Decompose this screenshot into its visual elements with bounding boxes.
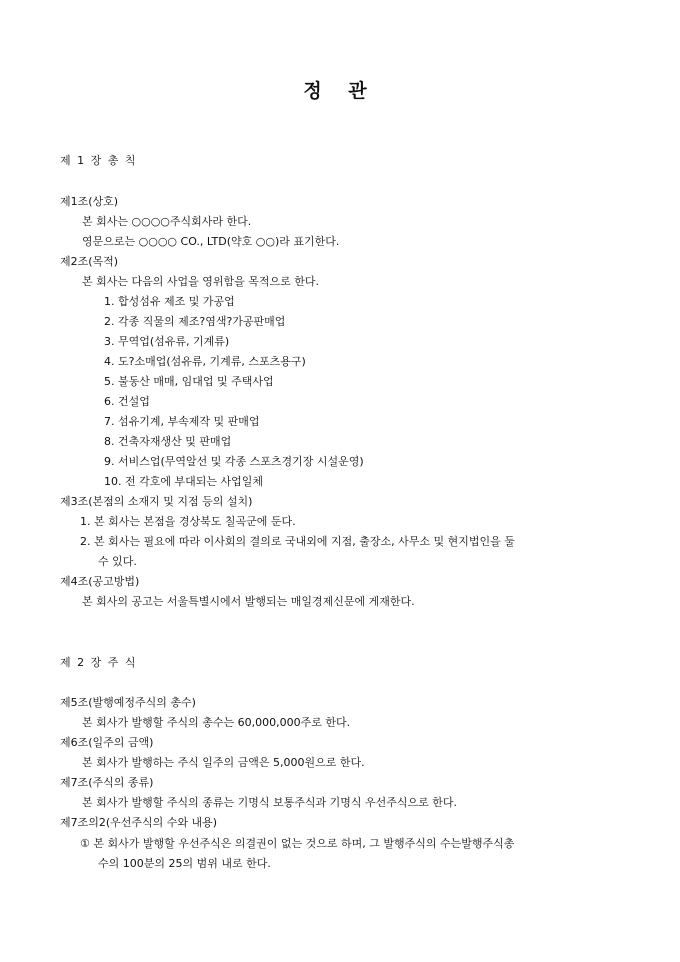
article-2-item-10: 10. 전 각호에 부대되는 사업일체: [104, 475, 263, 488]
article-2-item-2: 2. 각종 직물의 제조?염색?가공판매업: [104, 315, 286, 328]
article-4-heading: 제4조(공고방법): [60, 575, 140, 588]
article-7-2-heading: 제7조의2(우선주식의 수와 내용): [60, 816, 218, 829]
article-7-line-1: 본 회사가 발행할 주식의 종류는 기명식 보통주식과 기명식 우선주식으로 한다.: [82, 796, 457, 809]
article-3-item-2-continued: 수 있다.: [98, 555, 137, 568]
article-3-item-1: 1. 본 회사는 본점을 경상북도 칠곡군에 둔다.: [80, 515, 296, 528]
article-2-heading: 제2조(목적): [60, 255, 119, 268]
article-1-line-1: 본 회사는 ○○○○주식회사라 한다.: [82, 215, 252, 228]
article-2-item-4: 4. 도?소매업(섬유류, 기계류, 스포츠용구): [104, 355, 306, 368]
article-7-2-item-1-continued: 수의 100분의 25의 범위 내로 한다.: [98, 857, 271, 870]
article-2-item-8: 8. 건축자재생산 및 판매업: [104, 435, 232, 448]
article-7-2-item-1: ① 본 회사가 발행할 우선주식은 의결권이 없는 것으로 하며, 그 발행주식의 수는발행주식총: [80, 837, 515, 850]
article-1-heading: 제1조(상호): [60, 195, 119, 208]
document-title: 정 관: [303, 80, 377, 102]
article-2-item-9: 9. 서비스업(무역알선 및 각종 스포츠경기장 시설운영): [104, 455, 364, 468]
chapter-1-heading: 제 1 장 총 칙: [60, 154, 136, 167]
article-5-line-1: 본 회사가 발행할 주식의 총수는 60,000,000주로 한다.: [82, 716, 351, 729]
article-2-item-5: 5. 불동산 매매, 임대업 및 주택사업: [104, 375, 274, 388]
article-3-heading: 제3조(본점의 소재지 및 지점 등의 설치): [60, 495, 253, 508]
article-4-line-1: 본 회사의 공고는 서울특별시에서 발행되는 매일경제신문에 게재한다.: [82, 595, 415, 608]
article-3-item-2: 2. 본 회사는 필요에 따라 이사회의 결의로 국내외에 지점, 출장소, 사무소 및 현지법인을 둘: [80, 535, 515, 548]
article-7-heading: 제7조(주식의 종류): [60, 776, 154, 789]
article-2-item-6: 6. 건설업: [104, 395, 150, 408]
article-2-item-3: 3. 무역업(섬유류, 기계류): [104, 335, 230, 348]
article-1-line-2: 영문으로는 ○○○○ CO., LTD(약호 ○○)라 표기한다.: [82, 235, 340, 248]
article-5-heading: 제5조(발행예정주식의 총수): [60, 696, 196, 709]
article-6-heading: 제6조(일주의 금액): [60, 736, 154, 749]
chapter-2-heading: 제 2 장 주 식: [60, 656, 136, 669]
article-2-item-7: 7. 섬유기계, 부속제작 및 판매업: [104, 415, 260, 428]
article-2-intro: 본 회사는 다음의 사업을 영위함을 목적으로 한다.: [82, 275, 319, 288]
article-6-line-1: 본 회사가 발행하는 주식 일주의 금액은 5,000원으로 한다.: [82, 756, 365, 769]
article-2-item-1: 1. 합성섬유 제조 및 가공업: [104, 295, 235, 308]
